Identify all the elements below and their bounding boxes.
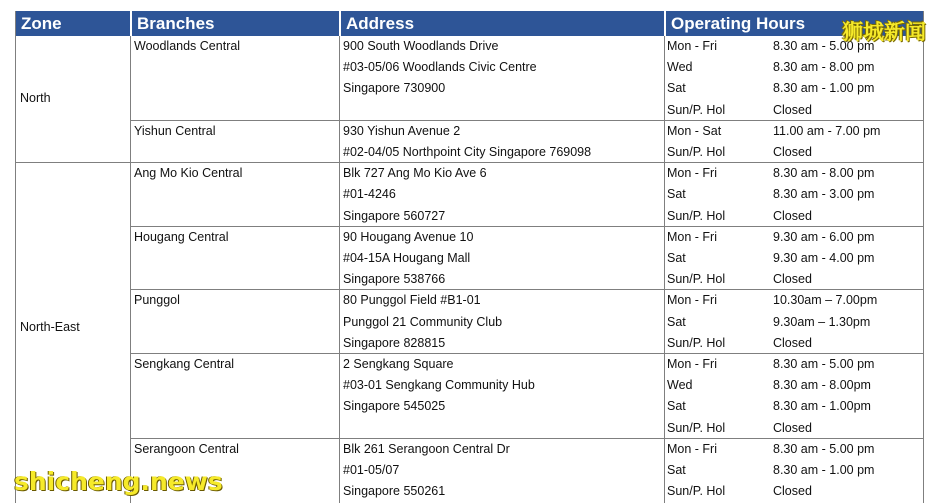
row-divider bbox=[16, 162, 923, 163]
address-line: #01-05/07 bbox=[343, 463, 400, 477]
operating-hours-header: Operating Hours bbox=[664, 11, 923, 36]
operating-time: Closed bbox=[773, 145, 812, 159]
address-header: Address bbox=[339, 11, 664, 36]
branch-name: Woodlands Central bbox=[134, 39, 241, 53]
operating-days: Mon - Fri bbox=[667, 39, 717, 53]
address-line: Singapore 828815 bbox=[343, 335, 446, 350]
operating-days: Mon - Fri bbox=[667, 166, 717, 181]
operating-days: Sat bbox=[667, 187, 686, 202]
operating-time: Closed bbox=[773, 102, 812, 117]
branch-hours-table bbox=[15, 11, 924, 503]
operating-time: 9.30am – 1.30pm bbox=[773, 314, 871, 329]
zone-label-north-east: North-East bbox=[20, 320, 80, 335]
address-line: #02-04/05 Northpoint City Singapore 769098 bbox=[343, 145, 592, 159]
branch-name: Punggol bbox=[134, 293, 180, 308]
address-line: 80 Punggol Field #B1-01 bbox=[343, 293, 481, 308]
operating-time: Closed bbox=[773, 484, 812, 499]
operating-time: 9.30 am - 6.00 pm bbox=[773, 229, 875, 244]
operating-days: Mon - Sat bbox=[667, 123, 722, 138]
column-divider bbox=[664, 36, 665, 503]
branches-header: Branches bbox=[130, 11, 339, 36]
operating-time: 8.30 am - 1.00 pm bbox=[773, 463, 875, 477]
branch-name: Ang Mo Kio Central bbox=[134, 166, 243, 181]
operating-time: Closed bbox=[773, 420, 812, 435]
operating-days: Sun/P. Hol bbox=[667, 208, 726, 223]
address-line: #01-4246 bbox=[343, 187, 396, 202]
operating-days: Sun/P. Hol bbox=[667, 420, 726, 435]
row-divider bbox=[130, 438, 923, 439]
operating-days: Mon - Fri bbox=[667, 293, 717, 308]
operating-time: 8.30 am - 8.00pm bbox=[773, 378, 871, 393]
branch-name: Yishun Central bbox=[134, 123, 216, 138]
address-line: 90 Hougang Avenue 10 bbox=[343, 229, 474, 244]
operating-days: Sat bbox=[667, 251, 686, 265]
branch-name: Hougang Central bbox=[134, 229, 229, 244]
operating-time: 8.30 am - 5.00 pm bbox=[773, 357, 875, 371]
operating-time: 9.30 am - 4.00 pm bbox=[773, 251, 875, 265]
address-line: #04-15A Hougang Mall bbox=[343, 251, 471, 265]
operating-days: Sat bbox=[667, 314, 686, 329]
address-line: 930 Yishun Avenue 2 bbox=[343, 123, 461, 138]
operating-days: Sun/P. Hol bbox=[667, 102, 726, 117]
operating-time: 8.30 am - 1.00pm bbox=[773, 399, 871, 414]
operating-days: Sat bbox=[667, 399, 686, 414]
address-line: Blk 261 Serangoon Central Dr bbox=[343, 441, 510, 456]
address-line: Blk 727 Ang Mo Kio Ave 6 bbox=[343, 166, 487, 181]
row-divider bbox=[130, 289, 923, 290]
zone-header: Zone bbox=[16, 11, 130, 36]
zone-label-north: North bbox=[20, 91, 51, 105]
address-line: Singapore 538766 bbox=[343, 272, 446, 287]
branch-name: Sengkang Central bbox=[134, 357, 235, 371]
operating-time: Closed bbox=[773, 272, 812, 287]
operating-time: 8.30 am - 8.00 pm bbox=[773, 60, 875, 75]
operating-time: 8.30 am - 5.00 pm bbox=[773, 39, 875, 53]
operating-days: Mon - Fri bbox=[667, 441, 717, 456]
operating-days: Mon - Fri bbox=[667, 357, 717, 371]
operating-days: Sat bbox=[667, 463, 686, 477]
watermark-site-text: shicheng.news bbox=[14, 467, 223, 496]
address-line: Singapore 545025 bbox=[343, 399, 446, 414]
address-line: Singapore 550261 bbox=[343, 484, 446, 499]
row-divider bbox=[130, 226, 923, 227]
watermark-logo-text: 狮城新闻 bbox=[842, 20, 926, 44]
row-divider bbox=[130, 353, 923, 354]
address-line: #03-01 Sengkang Community Hub bbox=[343, 378, 535, 393]
address-line: Singapore 730900 bbox=[343, 81, 446, 96]
operating-days: Sat bbox=[667, 81, 686, 96]
operating-time: 8.30 am - 1.00 pm bbox=[773, 81, 875, 96]
operating-time: 8.30 am - 5.00 pm bbox=[773, 441, 875, 456]
operating-days: Wed bbox=[667, 60, 693, 75]
operating-time: Closed bbox=[773, 208, 812, 223]
operating-time: Closed bbox=[773, 335, 812, 350]
operating-time: 11.00 am - 7.00 pm bbox=[773, 123, 881, 138]
operating-days: Sun/P. Hol bbox=[667, 272, 726, 287]
address-line: Punggol 21 Community Club bbox=[343, 314, 503, 329]
operating-days: Wed bbox=[667, 378, 693, 393]
address-line: #03-05/06 Woodlands Civic Centre bbox=[343, 60, 537, 75]
row-divider bbox=[130, 120, 923, 121]
operating-time: 8.30 am - 3.00 pm bbox=[773, 187, 875, 202]
operating-time: 8.30 am - 8.00 pm bbox=[773, 166, 875, 181]
operating-days: Sun/P. Hol bbox=[667, 145, 726, 159]
operating-time: 10.30am – 7.00pm bbox=[773, 293, 878, 308]
operating-days: Mon - Fri bbox=[667, 229, 717, 244]
column-divider bbox=[339, 36, 340, 503]
address-line: 2 Sengkang Square bbox=[343, 357, 454, 371]
operating-days: Sun/P. Hol bbox=[667, 335, 726, 350]
address-line: Singapore 560727 bbox=[343, 208, 446, 223]
address-line: 900 South Woodlands Drive bbox=[343, 39, 499, 53]
branch-name: Serangoon Central bbox=[134, 441, 239, 456]
column-divider bbox=[130, 36, 131, 503]
operating-days: Sun/P. Hol bbox=[667, 484, 726, 499]
